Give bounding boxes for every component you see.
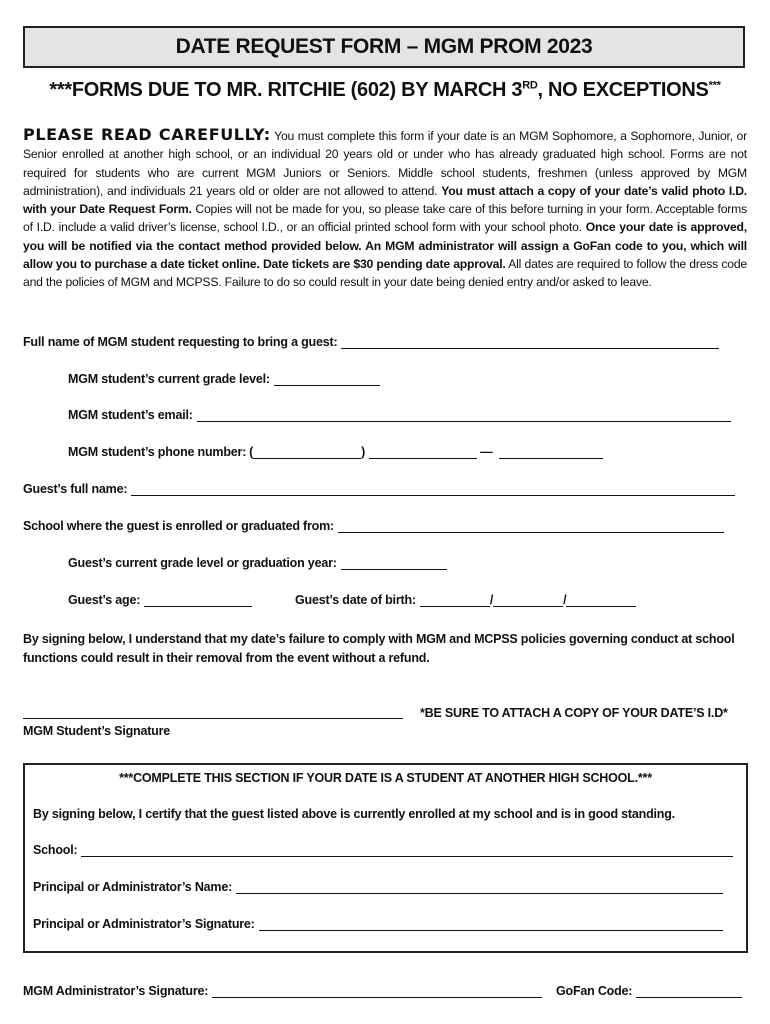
guest-age-field[interactable] — [144, 594, 252, 607]
form-title: DATE REQUEST FORM – MGM PROM 2023 — [175, 35, 593, 58]
student-signature-field[interactable] — [23, 718, 403, 719]
guest-name-row: Guest’s full name: — [23, 482, 735, 496]
student-grade-row: MGM student’s current grade level: — [68, 372, 380, 386]
dob-day-field[interactable] — [493, 594, 563, 607]
other-school-section — [23, 763, 748, 953]
principal-name-field[interactable] — [236, 881, 723, 894]
gofan-code-field[interactable] — [636, 985, 742, 998]
other-school-name-row: School: — [33, 843, 733, 857]
student-phone-row: MGM student’s phone number: ( ) — — [68, 445, 603, 459]
principal-name-row: Principal or Administrator’s Name: — [33, 880, 723, 894]
guest-school-row: School where the guest is enrolled or graduated from: — [23, 519, 724, 533]
student-grade-field[interactable] — [274, 373, 380, 386]
guest-grade-field[interactable] — [341, 557, 447, 570]
admin-signature-row: MGM Administrator’s Signature: — [23, 984, 542, 998]
instructions-paragraph: PLEASE READ CAREFULLY: You must complete this form if your date is an MGM Sophomore, a Sophomore, Junior, or Senior enrolled at another high school, or an individual 20 years old or under who has already graduated high school. Forms are not required for students who are current MGM Juniors or Seniors. Middle school students, freshmen (unless approved by MGM administration), and individuals 21 years old or older are not allowed to attend. You must attach a copy of your date’s valid photo I.D. with your Date Request Form. Copies will not be made for you, so please take care of this before turning in your form. Acceptable forms of I.D. include a valid driver’s license, school I.D., or an official printed school form with your school photo. Once your date is approved, you will be notified via the contact method provided below. An MGM administrator will assign a GoFan code to you, which will allow you to purchase a date ticket online. Date tickets are $30 pending date approval. All dates are required to follow the dress code and the policies of MGM and MCPSS. Failure to do so could result in your date being denied entry and/or asked to leave. — [23, 125, 747, 290]
guest-name-field[interactable] — [131, 483, 735, 496]
admin-signature-field[interactable] — [212, 985, 542, 998]
phone-area-code-field[interactable] — [253, 446, 361, 459]
dob-month-field[interactable] — [420, 594, 490, 607]
form-title-box — [23, 26, 745, 68]
phone-prefix-field[interactable] — [369, 446, 477, 459]
student-email-field[interactable] — [197, 409, 731, 422]
gofan-code-row: GoFan Code: — [556, 984, 742, 998]
due-notice: ***FORMS DUE TO MR. RITCHIE (602) BY MARCH 3RD, NO EXCEPTIONS*** — [49, 79, 721, 101]
student-name-field[interactable] — [341, 336, 719, 349]
other-school-title: ***COMPLETE THIS SECTION IF YOUR DATE IS A STUDENT AT ANOTHER HIGH SCHOOL.*** — [119, 771, 652, 785]
other-school-name-field[interactable] — [81, 844, 733, 857]
phone-line-number-field[interactable] — [499, 446, 603, 459]
guest-age-row: Guest’s age: — [68, 593, 252, 607]
guest-dob-row: Guest’s date of birth: / / — [295, 593, 636, 607]
principal-signature-row: Principal or Administrator’s Signature: — [33, 917, 723, 931]
guest-grade-row: Guest’s current grade level or graduation year: — [68, 556, 447, 570]
consent-statement: By signing below, I understand that my date’s failure to comply with MGM and MCPSS policies governing conduct at school functions could result in their removal from the event without a refund. — [23, 632, 735, 665]
student-signature-label: MGM Student’s Signature — [23, 724, 171, 738]
dob-year-field[interactable] — [566, 594, 636, 607]
instructions-lead: PLEASE READ CAREFULLY: — [23, 125, 271, 144]
student-email-row: MGM student’s email: — [68, 408, 731, 422]
student-name-row: Full name of MGM student requesting to bring a guest: — [23, 335, 719, 349]
attach-id-note: *BE SURE TO ATTACH A COPY OF YOUR DATE’S I.D* — [420, 706, 728, 720]
other-school-certification: By signing below, I certify that the guest listed above is currently enrolled at my school and is in good standing. — [33, 807, 675, 821]
guest-school-field[interactable] — [338, 520, 724, 533]
principal-signature-field[interactable] — [259, 918, 723, 931]
